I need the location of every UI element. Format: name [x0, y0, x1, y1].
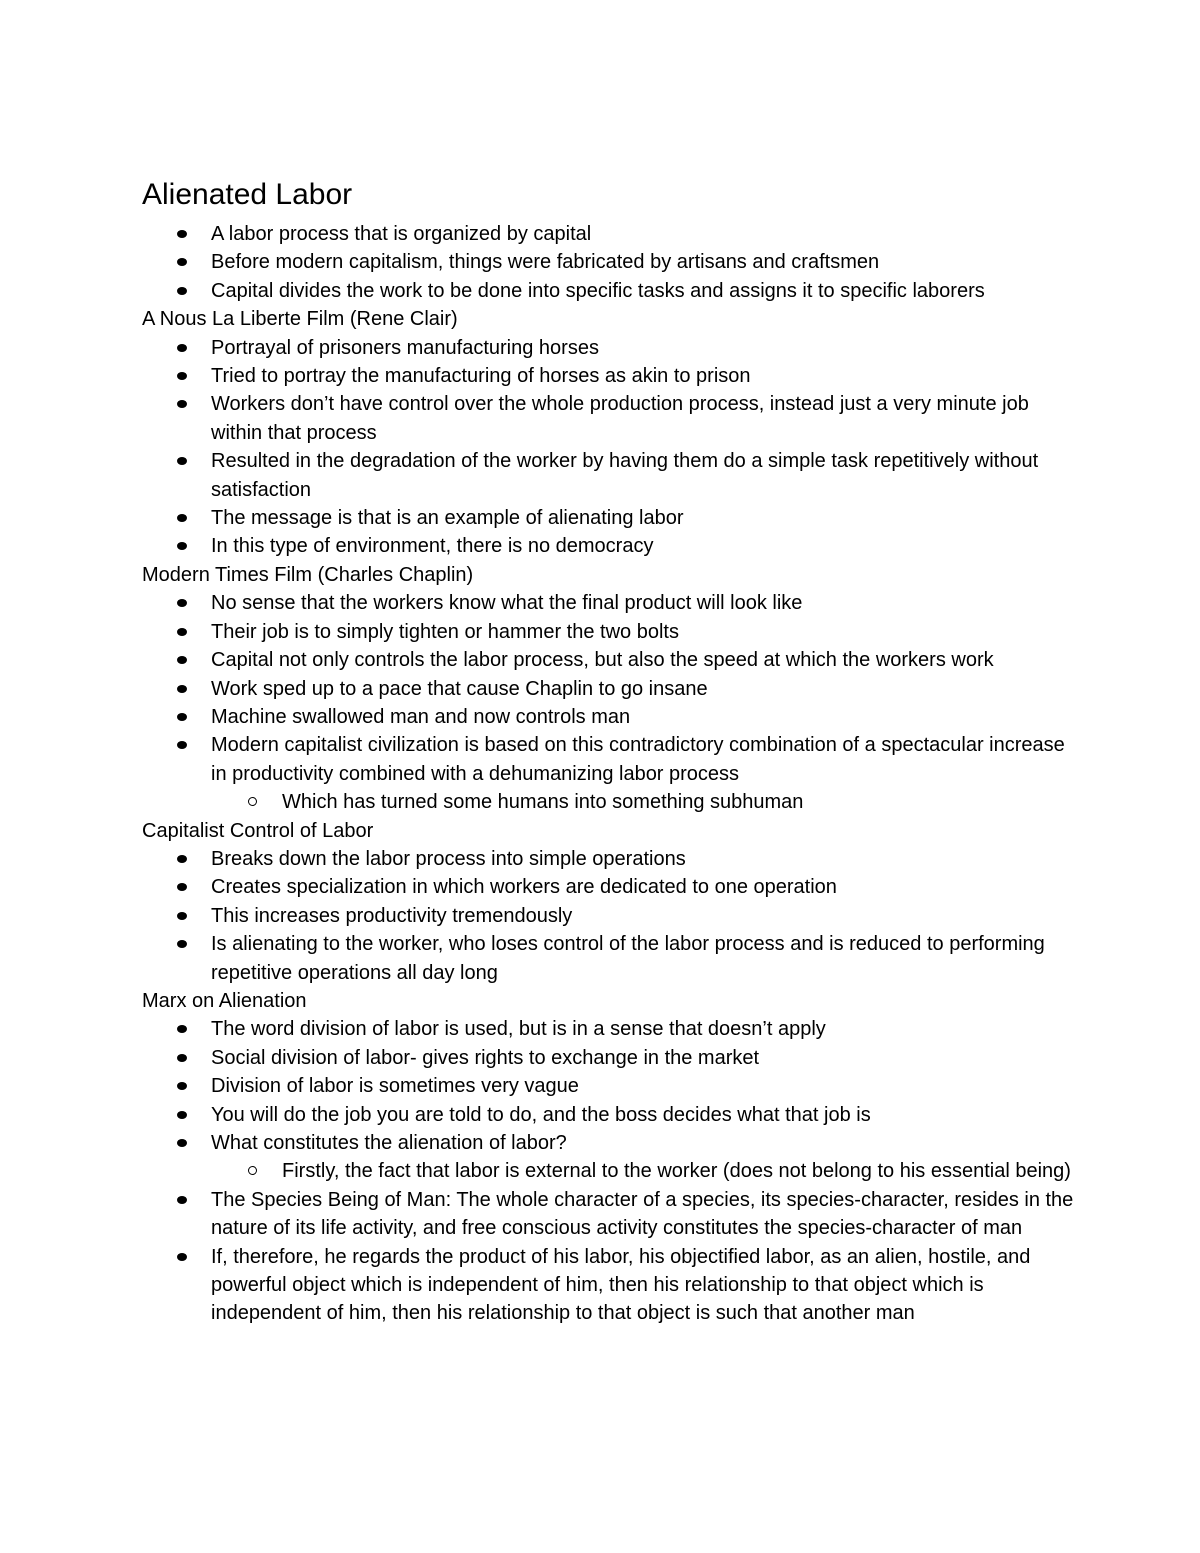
list-item [211, 1015, 1082, 1043]
list-item-text: Before modern capitalism, things were fabricated by artisans and craftsmen [211, 251, 880, 274]
filled-bullet-icon [177, 1111, 187, 1119]
list-item [211, 1186, 1082, 1243]
list-item-text: You will do the job you are told to do, and the boss decides what that job is [211, 1103, 871, 1126]
filled-bullet-icon [177, 258, 187, 266]
list-item-text: The word division of labor is used, but is in a sense that doesn’t apply [211, 1018, 826, 1041]
list-item-text: A labor process that is organized by capital [211, 223, 592, 245]
list-item [211, 703, 1082, 731]
filled-bullet-icon [177, 287, 187, 295]
list-item-text: Breaks down the labor process into simple operations [211, 847, 686, 870]
list-item [211, 930, 1082, 987]
filled-bullet-icon [177, 1253, 187, 1261]
list-item-text: Tried to portray the manufacturing of horses as akin to prison [211, 365, 751, 388]
sub-list-item [282, 788, 1082, 816]
section-heading: Modern Times Film (Charles Chaplin) [142, 563, 474, 586]
filled-bullet-icon [177, 457, 187, 465]
document-page [142, 176, 1082, 1328]
list-item-text: This increases productivity tremendously [211, 904, 573, 927]
bullet-list [142, 334, 1082, 561]
list-item [211, 447, 1082, 504]
list-item [211, 334, 1082, 362]
list-item [211, 532, 1082, 560]
filled-bullet-icon [177, 685, 187, 693]
filled-bullet-icon [177, 514, 187, 522]
filled-bullet-icon [177, 855, 187, 863]
list-item-text: Their job is to simply tighten or hammer the two bolts [211, 620, 679, 643]
filled-bullet-icon [177, 713, 187, 721]
filled-bullet-icon [177, 883, 187, 891]
section-heading: Capitalist Control of Labor [142, 819, 374, 842]
filled-bullet-icon [177, 1054, 187, 1062]
hollow-bullet-icon [248, 1166, 257, 1175]
list-item-text: What constitutes the alienation of labor? [211, 1132, 567, 1154]
list-item-text: Is alienating to the worker, who loses control of the labor process and is reduced to performing repetitive operations all day long [211, 933, 1045, 984]
list-item-text: Modern capitalist civilization is based on this contradictory combination of a spectacular increase in productivity combined with a dehumanizing labor process [211, 734, 1065, 785]
filled-bullet-icon [177, 1025, 187, 1033]
filled-bullet-icon [177, 230, 187, 238]
document-title: Alienated Labor [142, 178, 353, 211]
list-item [211, 902, 1082, 930]
list-item-text: Resulted in the degradation of the worker by having them do a simple task repetitively without satisfaction [211, 450, 1039, 501]
filled-bullet-icon [177, 542, 187, 550]
bullet-list [142, 589, 1082, 816]
filled-bullet-icon [177, 344, 187, 352]
bullet-list [142, 1015, 1082, 1327]
list-item [211, 220, 1082, 248]
section-heading: Marx on Alienation [142, 989, 307, 1012]
list-item-text: Creates specialization in which workers are dedicated to one operation [211, 876, 837, 899]
list-item [211, 277, 1082, 305]
list-item-text: In this type of environment, there is no democracy [211, 535, 654, 558]
list-item-text: Capital divides the work to be done into specific tasks and assigns it to specific laborers [211, 279, 985, 302]
list-item-text: Work sped up to a pace that cause Chaplin to go insane [211, 677, 708, 700]
list-item [211, 1243, 1082, 1328]
list-item [211, 1044, 1082, 1072]
list-item [211, 390, 1082, 447]
list-item [211, 873, 1082, 901]
filled-bullet-icon [177, 912, 187, 920]
filled-bullet-icon [177, 1139, 187, 1147]
list-item [211, 1129, 1082, 1186]
list-item-text: The message is that is an example of alienating labor [211, 507, 684, 530]
list-item-text: Portrayal of prisoners manufacturing horses [211, 336, 599, 359]
bullet-list [142, 220, 1082, 305]
filled-bullet-icon [177, 741, 187, 749]
filled-bullet-icon [177, 1082, 187, 1090]
list-item-text: If, therefore, he regards the product of his labor, his objectified labor, as an alien, hostile, and powerful object which is independent of him, then his relationship to that object which is independent of him, then his relationship to that object is such that another man [211, 1245, 1031, 1325]
list-item-text: The Species Being of Man: The whole character of a species, its species-character, resides in the nature of its life activity, and free conscious activity constitutes the species-character of man [211, 1188, 1074, 1240]
list-item [211, 845, 1082, 873]
list-item [211, 504, 1082, 532]
list-item-text: No sense that the workers know what the final product will look like [211, 592, 803, 615]
list-item [211, 1101, 1082, 1129]
list-item [211, 1072, 1082, 1100]
list-item [211, 618, 1082, 646]
section-heading: A Nous La Liberte Film (Rene Clair) [142, 308, 458, 331]
filled-bullet-icon [177, 1196, 187, 1204]
sub-list-item-text: Which has turned some humans into something subhuman [282, 791, 804, 814]
list-item [211, 589, 1082, 617]
list-item-text: Machine swallowed man and now controls man [211, 705, 631, 728]
sub-bullet-list [211, 1157, 1082, 1185]
list-item [211, 362, 1082, 390]
filled-bullet-icon [177, 599, 187, 607]
list-item [211, 646, 1082, 674]
hollow-bullet-icon [248, 797, 257, 806]
filled-bullet-icon [177, 656, 187, 664]
list-item [211, 731, 1082, 816]
filled-bullet-icon [177, 400, 187, 408]
list-item [211, 248, 1082, 276]
bullet-list [142, 845, 1082, 987]
list-item-text: Division of labor is sometimes very vague [211, 1075, 579, 1098]
sub-list-item [282, 1157, 1082, 1185]
list-item-text: Capital not only controls the labor process, but also the speed at which the workers work [211, 649, 994, 672]
sub-bullet-list [211, 788, 1082, 816]
list-item-text: Social division of labor- gives rights to exchange in the market [211, 1046, 760, 1069]
document-body [142, 220, 1082, 1328]
filled-bullet-icon [177, 940, 187, 948]
filled-bullet-icon [177, 628, 187, 636]
list-item [211, 675, 1082, 703]
list-item-text: Workers don’t have control over the whole production process, instead just a very minute job within that process [211, 393, 1029, 444]
sub-list-item-text: Firstly, the fact that labor is external to the worker (does not belong to his essential being) [282, 1160, 1071, 1183]
filled-bullet-icon [177, 372, 187, 380]
